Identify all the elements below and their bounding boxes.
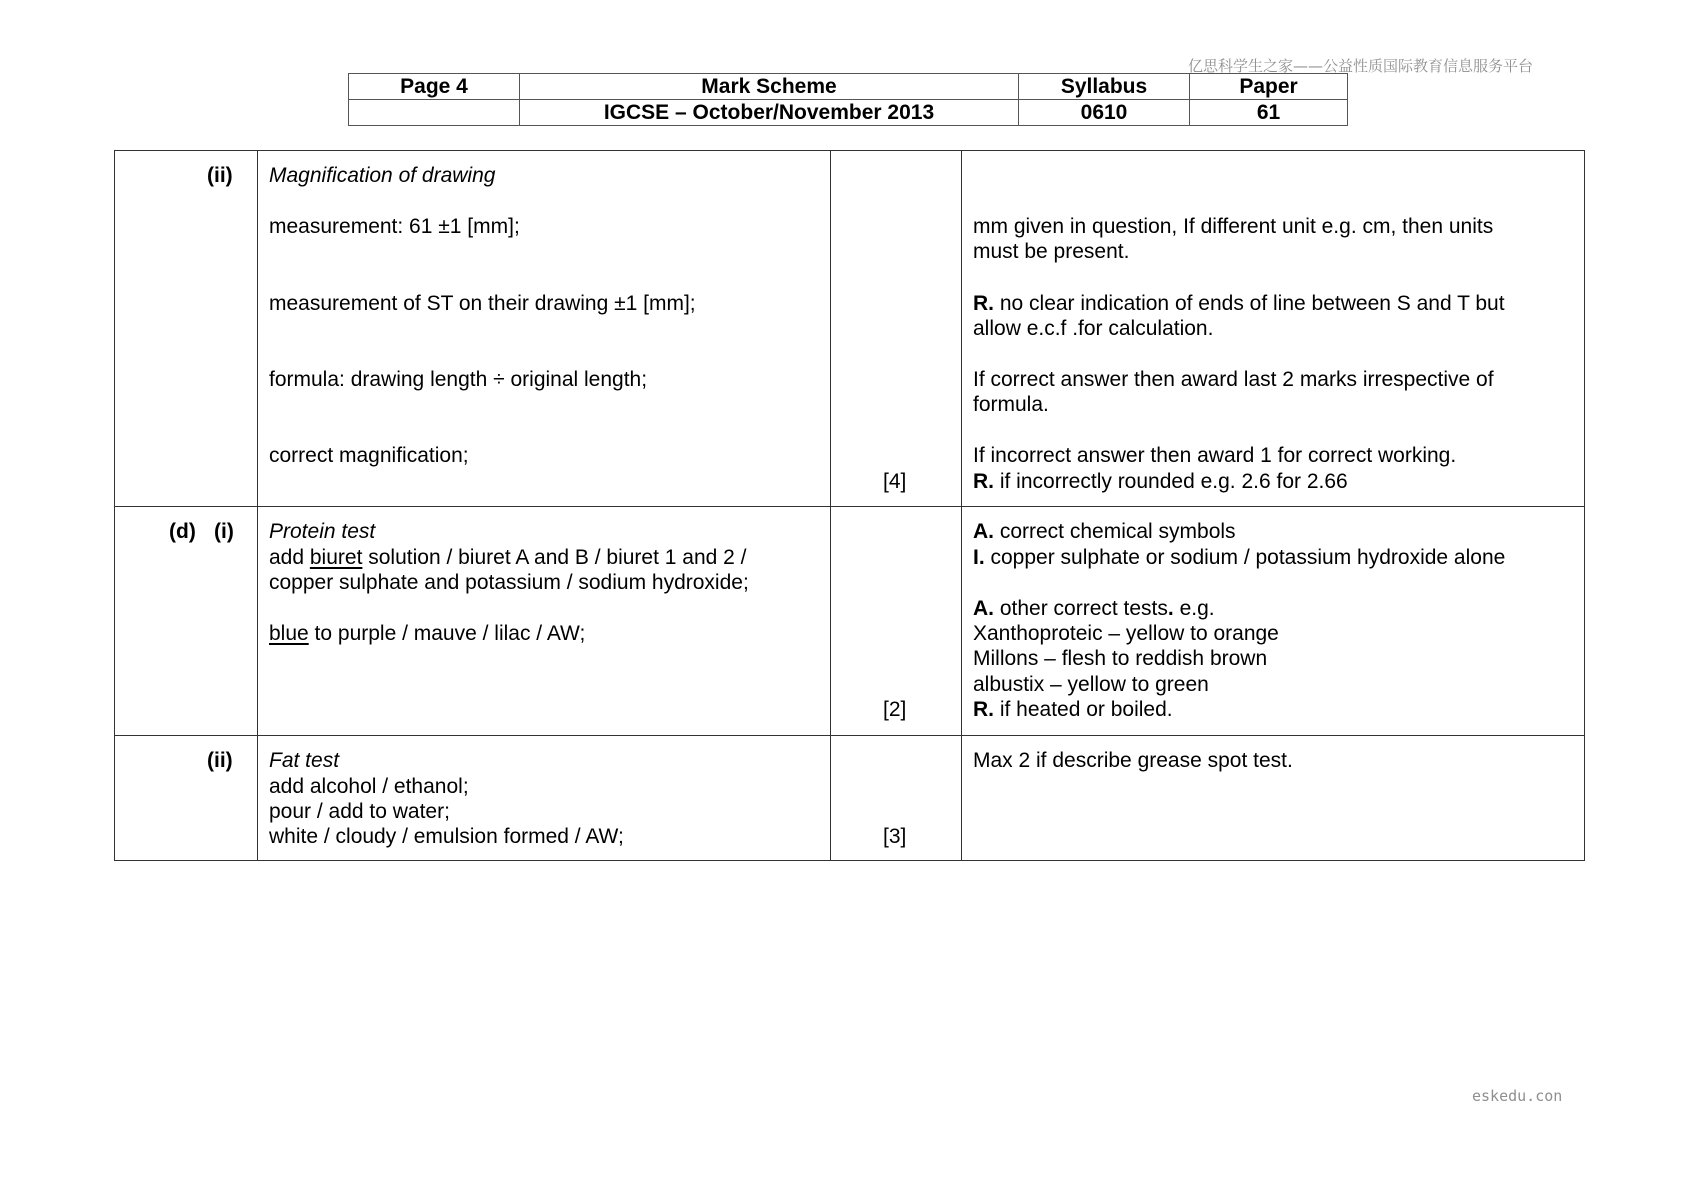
marks-value: [3] — [883, 825, 907, 848]
guidance-line: allow e.c.f .for calculation. — [973, 317, 1214, 340]
guidance-prefix: I. — [973, 546, 985, 569]
answer-line: copper sulphate and potassium / sodium hydroxide; — [269, 571, 749, 594]
guidance-line: Xanthoproteic – yellow to orange — [973, 622, 1279, 645]
answer-text: to purple / mauve / lilac / AW; — [308, 622, 586, 645]
guidance-prefix: A. — [973, 520, 994, 543]
guidance-prefix: R. — [973, 698, 994, 721]
guidance-line: If correct answer then award last 2 marks irrespective of — [973, 368, 1494, 391]
guidance-line — [973, 469, 1348, 495]
guidance-line: If incorrect answer then award 1 for correct working. — [973, 444, 1457, 467]
question-label: (ii) — [207, 164, 233, 187]
question-label-cell — [115, 736, 258, 861]
answer-keyword: biuret — [309, 546, 363, 569]
answer-line: pour / add to water; — [269, 800, 450, 823]
answer-line — [269, 545, 747, 571]
guidance-text: other correct tests — [994, 597, 1168, 620]
table-row — [115, 507, 1585, 736]
guidance-prefix: R. — [973, 470, 994, 493]
guidance-text: . — [1167, 597, 1174, 620]
answer-cell — [258, 736, 831, 861]
guidance-cell — [962, 151, 1585, 507]
guidance-cell — [962, 507, 1585, 736]
guidance-text: if incorrectly rounded e.g. 2.6 for 2.66 — [994, 470, 1348, 493]
answer-text: solution / biuret A and B / biuret 1 and 2 / — [362, 546, 747, 569]
guidance-line — [973, 596, 1215, 622]
answer-heading: Fat test — [269, 749, 340, 772]
guidance-prefix: A. — [973, 597, 994, 620]
question-part-label: (d) — [169, 520, 196, 543]
marks-cell — [831, 507, 962, 736]
answer-text: add — [269, 546, 310, 569]
guidance-line: Max 2 if describe grease spot test. — [973, 749, 1293, 772]
guidance-line: albustix – yellow to green — [973, 673, 1209, 696]
guidance-line — [973, 519, 1236, 545]
mark-scheme-table — [114, 150, 1585, 861]
question-label: (i) — [214, 520, 234, 543]
answer-line: measurement of ST on their drawing ±1 [mm]; — [269, 292, 696, 315]
guidance-line: formula. — [973, 393, 1049, 416]
guidance-text: e.g. — [1173, 597, 1215, 620]
table-row — [115, 151, 1585, 507]
question-label-cell — [115, 151, 258, 507]
answer-line: correct magnification; — [269, 444, 469, 467]
header-syllabus-code: 0610 — [1019, 100, 1190, 126]
marks-cell — [831, 736, 962, 861]
answer-cell — [258, 507, 831, 736]
watermark-bottom: eskedu.con — [1472, 1087, 1563, 1105]
header-page: Page 4 — [349, 74, 520, 100]
header-paper-label: Paper — [1190, 74, 1348, 100]
guidance-text: copper sulphate or sodium / potassium hydroxide alone — [984, 546, 1506, 569]
marks-value: [4] — [883, 470, 907, 493]
answer-cell — [258, 151, 831, 507]
guidance-line: must be present. — [973, 240, 1130, 263]
marks-value: [2] — [883, 698, 907, 721]
guidance-prefix: R. — [973, 292, 994, 315]
header-table — [348, 73, 1348, 126]
question-label-cell — [115, 507, 258, 736]
header-syllabus-label: Syllabus — [1019, 74, 1190, 100]
header-title: Mark Scheme — [520, 74, 1019, 100]
guidance-text: no clear indication of ends of line between S and T but — [994, 292, 1505, 315]
guidance-line: Millons – flesh to reddish brown — [973, 647, 1268, 670]
answer-line: measurement: 61 ±1 [mm]; — [269, 215, 520, 238]
answer-line: white / cloudy / emulsion formed / AW; — [269, 825, 624, 848]
guidance-cell — [962, 736, 1585, 861]
guidance-line — [973, 291, 1505, 317]
answer-keyword: blue — [269, 622, 309, 645]
header-paper-number: 61 — [1190, 100, 1348, 126]
guidance-line: mm given in question, If different unit e.g. cm, then units — [973, 215, 1494, 238]
answer-line — [269, 621, 585, 647]
guidance-line — [973, 697, 1173, 723]
guidance-line — [973, 545, 1505, 571]
watermark-top: 亿思科学生之家——公益性质国际教育信息服务平台 — [1188, 57, 1534, 75]
answer-line: formula: drawing length ÷ original length; — [269, 368, 648, 391]
guidance-text: correct chemical symbols — [994, 520, 1236, 543]
guidance-text: if heated or boiled. — [994, 698, 1173, 721]
answer-heading: Magnification of drawing — [269, 164, 496, 187]
answer-line: add alcohol / ethanol; — [269, 775, 469, 798]
marks-cell — [831, 151, 962, 507]
header-exam: IGCSE – October/November 2013 — [520, 100, 1019, 126]
question-label: (ii) — [207, 749, 233, 772]
header-empty-cell — [349, 100, 520, 126]
answer-heading: Protein test — [269, 520, 376, 543]
table-row — [115, 736, 1585, 861]
